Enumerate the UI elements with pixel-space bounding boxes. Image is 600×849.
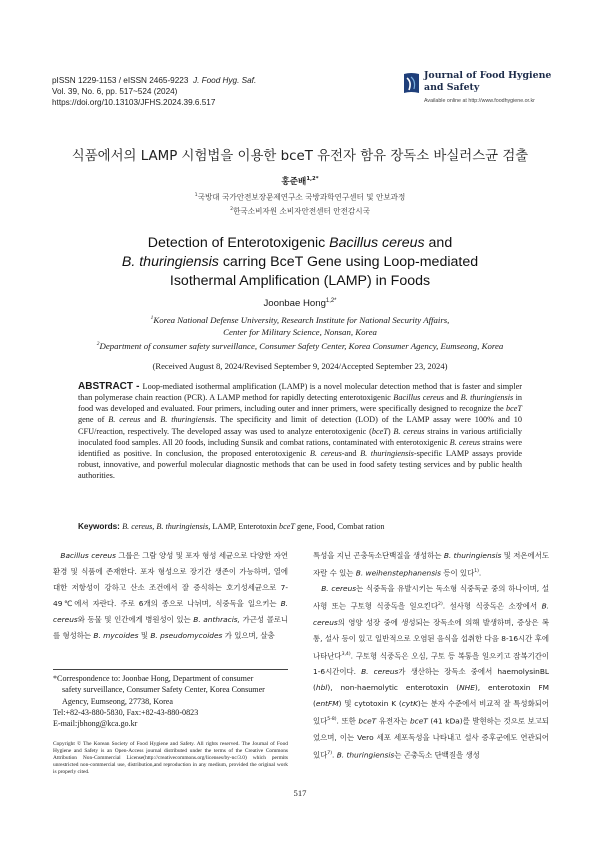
journal-logo-icon bbox=[402, 72, 421, 96]
journal-logo bbox=[402, 70, 562, 112]
abstract-label: ABSTRACT - bbox=[78, 381, 143, 392]
english-affiliation-1b: Center for Military Science, Nonsan, Korea bbox=[223, 327, 377, 338]
korean-affiliation-2: $^2$한국소비자원 소비자안전센터 안전감시국 bbox=[230, 206, 370, 216]
body-left-column: Bacillus cereus 그룹은 그람 양성 및 포자 형성 세균으로 다양한 자연환경 및 식품에 존재한다. 포자 형성으로 장기간 생존이 가능하며, 열에 대한 저항성이 강하고 산소 조건에서 잘 증식하는 호기성세균으로 7-49℃에서 자란다. 주로 6개의 종으로 나뉘며, 식중독을 일으키는 B. cereus와 동물 및 인간에게 병원성이 있는 B. anthracis, 가근성 콜로니를 형성하는 B. mycoides 및 B. pseudomycoides 가 있으며, 살충 bbox=[53, 551, 288, 640]
logo-url: Available online at http://www.foodhygiene.or.kr bbox=[424, 98, 535, 104]
korean-affiliations bbox=[0, 190, 600, 217]
english-affiliations bbox=[0, 312, 600, 352]
english-title: Detection of Enterotoxigenic Bacillus cereus and B. thuringiensis carring BceT Gene using Loop-mediated Isothermal Amplification (LAMP) in Foods bbox=[121, 235, 479, 289]
received-dates: (Received August 8, 2024/Revised September 9, 2024/Accepted September 23, 2024) bbox=[152, 361, 448, 371]
volume-line: Vol. 39, No. 6, pp. 517~524 (2024) bbox=[52, 87, 178, 96]
doi-link[interactable]: https://doi.org/10.13103/JFHS.2024.39.6.517 bbox=[52, 98, 216, 107]
logo-title: Journal of Food Hygiene and Safety bbox=[424, 70, 552, 93]
email-link[interactable]: E-mail:jbhong@kca.go.kr bbox=[53, 719, 138, 729]
abstract: ABSTRACT - Loop-mediated isothermal amplification (LAMP) is a novel molecular detection method that is faster and simpler than polymerase chain reaction (PCR). A LAMP method for rapidly detecting enterotoxigenic Bacillus cereus and B. thuringiensis in food was developed and evaluated. Four primers, including outer and inner primers, were specifically designed to recognize the bceT gene of B. cereus and B. thuringiensis. The specificity and limit of detection (LOD) of the LAMP assay were 100% and 10 CFU/reaction, respectively. The developed assay was used to analyze enterotoxigenic (bceT) B. cereus strains in various artificially inoculated food samples. All 20 foods, including Sunsik and combat rations, contaminated with enterotoxigenic B. cereus strains were identified as positive. In conclusion, the proposed enterotoxigenic B. cereus-and B. thuringiensis-specific LAMP assays provide robust, innovative, and powerful molecular diagnostic methods that can be used in food safety testing services and by public health authorities. bbox=[78, 381, 523, 481]
korean-author: 홍준배$^{1,2*}$ bbox=[281, 176, 319, 187]
journal-header bbox=[52, 75, 256, 108]
correspondence: *Correspondence to: Joonbae Hong, Department of consumer safety surveillance, Consumer Safety Center, Korea Consumer Agency, Eumseong, 27738, Korea Tel:+82-43-880-5830, Fax:+82-43-880-0823 E-mail:jbhong@kca.go.kr bbox=[53, 673, 288, 729]
english-author: Joonbae Hong$^{1,2*}$ bbox=[263, 298, 337, 310]
english-affiliation-2: $^2$Department of consumer safety surveillance, Consumer Safety Center, Korea Consumer Agency, Eumseong, Korea bbox=[96, 341, 504, 352]
footnote-divider bbox=[53, 669, 288, 670]
page-number: 517 bbox=[293, 788, 307, 798]
english-affiliation-1: $^1$Korea National Defense University, Research Institute for National Security Affairs, bbox=[150, 314, 450, 325]
keywords: Keywords: B. cereus, B. thuringiensis, LAMP, Enterotoxin bceT gene, Food, Combat ration bbox=[78, 522, 385, 531]
issn: pISSN 1229-1153 / eISSN 2465-9223 bbox=[52, 76, 189, 85]
copyright-notice: Copyright © The Korean Society of Food Hygiene and Safety. All rights reserved. The Journal of Food Hygiene and Safety is an Open-Access journal distributed under the terms of the Creative Commons Attribution Non-Commercial License(http://creativecommons.org/licenses/by-nc/3.0) which permits unrestricted non-commercial use, distribution,and reproduction in any medium, provided the original work is properly cited. bbox=[53, 741, 288, 776]
body-right-column: 특성을 지닌 곤충독소단백질을 생성하는 B. thuringiensis 및 저온에서도 자랄 수 있는 B. weihenstephanensis 등이 있다$^{1)}$. B. cereus는 식중독을 유발시키는 독소형 식중독균 중의 하나이며, 설사형 또는 구토형 식중독을 일으킨다$^{2)}$. 설사형 식중독은 소장에서 B. cereus의 영양 성장 중에 생성되는 장독소에 의해 발생하며, 증상은 복통, 설사 등이 있고 일반적으로 오염된 음식을 섭취한 다음 8-16시간 후에 나타난다$^{3,4)}$. 구토형 식중독은 오심, 구토 등 복통을 일으키고 잠복기간이 1-6시간이다. B. cereus가 생산하는 장독소 중에서 haemolysinBL (hbl), non-haemolytic enterotoxin (NHE), enterotoxin FM (entFM) 및 cytotoxin K (cytK)는 분자 수준에서 비교적 잘 특성화되어 있다$^{5-8)}$. 또한 bceT 유전자는 bceT (41 kDa)를 발현하는 것으로 보고되었으며, 이는 Vero 세포 세포독성을 나타내고 설사 증후군에도 연관되어 있다$^{7)}$. B. thuringiensis는 곤충독소 단백질을 생성 bbox=[313, 551, 550, 760]
journal-abbrev: J. Food Hyg. Saf. bbox=[192, 76, 257, 85]
korean-affiliation-1: $^1$국방대 국가안전보장문제연구소 국방과학연구센터 및 안보과정 bbox=[194, 192, 406, 202]
korean-title: 식품에서의 LAMP 시험법을 이용한 bceT 유전자 함유 장독소 바실러스균 검출 bbox=[71, 149, 529, 164]
